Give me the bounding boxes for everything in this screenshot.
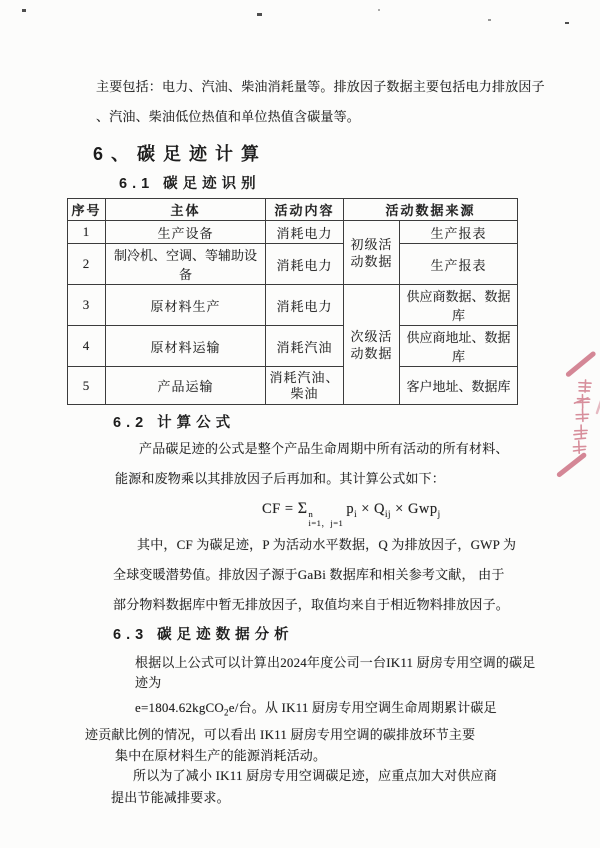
cell-group-secondary: 次级活动数据	[344, 285, 400, 405]
cell-activity: 消耗电力	[266, 244, 344, 285]
formula-q-sub: ij	[385, 508, 392, 519]
analysis-paragraph-2	[0, 697, 600, 767]
paragraph-line: 其中，CF 为碳足迹，P 为活动水平数据，Q 为排放因子，GWP 为	[137, 536, 517, 552]
formula-equals: =	[284, 501, 294, 517]
intro-paragraph	[96, 72, 600, 132]
formula-q: Q	[374, 501, 385, 517]
scan-speck	[488, 19, 491, 21]
section-6-2-heading: 6.2 计算公式	[113, 415, 236, 431]
cell-activity: 消耗汽油	[266, 326, 344, 367]
header-subject: 主体	[106, 199, 266, 221]
formula-lhs: CF	[262, 501, 281, 517]
formula-explanation-paragraph	[113, 530, 600, 620]
scan-speck	[22, 9, 26, 12]
paragraph-line: 提出节能减排要求。	[111, 789, 230, 805]
intro-line: 主要包括：电力、汽油、柴油消耗量等。排放因子数据主要包括电力排放因子	[96, 79, 545, 94]
paragraph-line: 迹贡献比例的情况，可以看出 IK11 厨房专用空调的碳排放环节主要	[85, 726, 476, 742]
formula-intro-paragraph	[115, 434, 600, 494]
cell-no: 5	[68, 367, 106, 405]
header-no: 序号	[68, 199, 106, 221]
emission-value-line	[135, 697, 600, 724]
sigma-symbol: Σ	[297, 500, 308, 517]
cell-activity: 消耗电力	[266, 285, 344, 326]
cell-no: 3	[68, 285, 106, 326]
paragraph-line: 根据以上公式可以计算出2024年度公司一台IK11 厨房专用空调的碳足	[135, 654, 536, 670]
scan-speck	[257, 13, 262, 16]
section-6-heading: 6、碳足迹计算	[93, 144, 268, 164]
intro-line: 、汽油、柴油低位热值和单位热值含碳量等。	[96, 109, 361, 124]
header-source: 活动数据来源	[344, 199, 518, 221]
cell-subject: 原材料生产	[106, 285, 266, 326]
cell-source: 供应商地址、数据库	[400, 326, 518, 367]
carbon-identification-table	[67, 198, 518, 405]
cell-source: 供应商数据、数据库	[400, 285, 518, 326]
header-activity: 活动内容	[266, 199, 344, 221]
paragraph-line: 能源和废物乘以其排放因子后再加和。其计算公式如下：	[115, 471, 446, 486]
cell-source: 客户地址、数据库	[400, 367, 518, 405]
formula-times: ×	[361, 501, 370, 517]
scan-speck	[565, 22, 569, 24]
paragraph-line: 迹为	[135, 674, 162, 690]
formula-p-sub: i	[354, 508, 358, 519]
paragraph-line: 集中在原材料生产的能源消耗活动。	[115, 748, 327, 764]
co2-subscript: 2	[224, 707, 229, 718]
table-row	[68, 326, 518, 367]
cell-subject: 制冷机、空调、等辅助设备	[106, 244, 266, 285]
formula-times: ×	[395, 501, 404, 517]
emission-value-prefix: e=1804.62kgCO	[135, 699, 225, 715]
table-header-row	[68, 199, 518, 221]
cell-no: 1	[68, 221, 106, 244]
table-row	[68, 285, 518, 326]
table-row	[68, 244, 518, 285]
table-row	[68, 221, 518, 244]
section-6-1-heading: 6.1 碳足迹识别	[119, 176, 261, 192]
paragraph-line: 所以为了减小 IK11 厨房专用空调碳足迹，应重点加大对供应商	[133, 767, 497, 783]
cell-no: 2	[68, 244, 106, 285]
cell-subject: 原材料运输	[106, 326, 266, 367]
analysis-paragraph-1	[0, 653, 600, 693]
cell-activity: 消耗汽油、柴油	[266, 367, 344, 405]
formula-gwp-sub: j	[437, 508, 441, 519]
cell-source: 生产报表	[400, 221, 518, 244]
cell-source: 生产报表	[400, 244, 518, 285]
carbon-footprint-formula	[262, 497, 600, 528]
formula-p: p	[346, 501, 355, 517]
table-row	[68, 367, 518, 405]
paragraph-line: 全球变暖潜势值。排放因子源于GaBi 数据库和相关参考文献， 由于	[113, 566, 505, 582]
cell-no: 4	[68, 326, 106, 367]
scan-speck	[378, 9, 380, 11]
analysis-paragraph-3	[0, 765, 600, 809]
cell-group-primary: 初级活动数据	[344, 221, 400, 285]
sigma-subscript: i=1，j=1	[308, 517, 344, 528]
paragraph-line: 产品碳足迹的公式是整个产品生命周期中所有活动的所有材料、	[139, 441, 509, 456]
section-6-3-heading: 6.3 碳足迹数据分析	[113, 626, 294, 643]
sigma-superscript: n	[308, 509, 314, 519]
cell-subject: 生产设备	[106, 221, 266, 244]
paragraph-line: 部分物料数据库中暂无排放因子，取值均来自于相近物料排放因子。	[113, 596, 510, 612]
carbon-identification-table-wrap	[67, 198, 600, 405]
cell-subject: 产品运输	[106, 367, 266, 405]
cell-activity: 消耗电力	[266, 221, 344, 244]
emission-value-suffix: e/台。从 IK11 厨房专用空调生命周期累计碳足	[228, 699, 497, 715]
formula-gwp: Gwp	[407, 501, 438, 517]
